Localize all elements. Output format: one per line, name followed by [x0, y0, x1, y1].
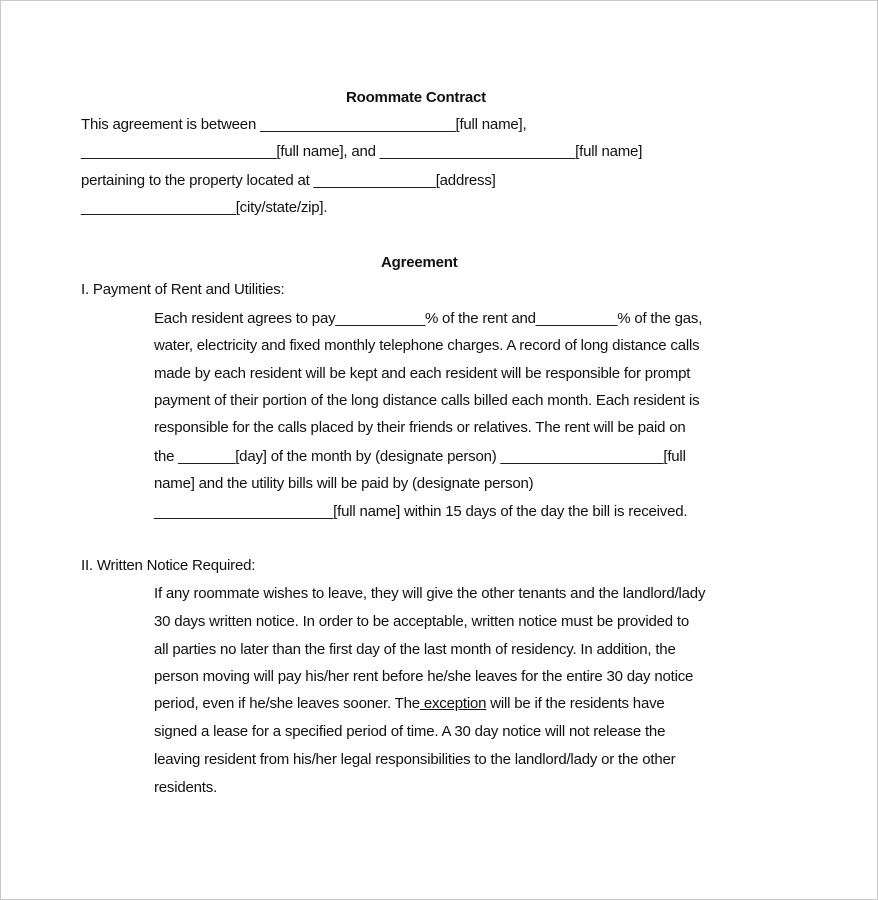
section-1-line: ______________________[full name] within 15 days of the day the bill is received.	[154, 503, 688, 520]
section-2-heading: II. Written Notice Required:	[81, 557, 256, 574]
section-2-line: If any roommate wishes to leave, they will give the other tenants and the landlord/lady	[154, 585, 706, 602]
section-1-line: water, electricity and fixed monthly telephone charges. A record of long distance calls	[154, 337, 700, 354]
section-1-line: Each resident agrees to pay___________% of the rent and__________% of the gas,	[154, 310, 703, 327]
section-2-line: leaving resident from his/her legal responsibilities to the landlord/lady or the other	[154, 751, 676, 768]
property-line: pertaining to the property located at _______________[address]	[81, 172, 496, 189]
parties-line-1: This agreement is between ________________________[full name],	[81, 116, 527, 133]
exception-underlined: exception	[419, 695, 487, 712]
city-state-zip-line: ___________________[city/state/zip].	[81, 199, 328, 216]
document-title: Roommate Contract	[346, 89, 486, 106]
section-2-line: all parties no later than the first day of the last month of residency. In addition, the	[154, 641, 676, 658]
section-2-line	[154, 695, 665, 713]
section-2-line: residents.	[154, 779, 218, 796]
section-2-line-5-before: period, even if he/she leaves sooner. The	[154, 695, 420, 712]
section-2-line-5-after: will be if the residents have	[486, 695, 665, 712]
section-1-line: made by each resident will be kept and each resident will be responsible for prompt	[154, 365, 691, 382]
section-1-heading: I. Payment of Rent and Utilities:	[81, 281, 285, 298]
agreement-heading: Agreement	[381, 254, 458, 271]
section-2-line: signed a lease for a specified period of time. A 30 day notice will not release the	[154, 723, 666, 740]
section-1-line: the _______[day] of the month by (designate person) ____________________[full	[154, 448, 686, 465]
section-1-line: payment of their portion of the long distance calls billed each month. Each resident is	[154, 392, 700, 409]
section-1-line: responsible for the calls placed by their friends or relatives. The rent will be paid on	[154, 419, 686, 436]
section-2-line: person moving will pay his/her rent before he/she leaves for the entire 30 day notice	[154, 668, 694, 685]
section-1-line: name] and the utility bills will be paid by (designate person)	[154, 475, 534, 492]
parties-line-2: ________________________[full name], and ________________________[full name]	[81, 143, 643, 160]
section-2-line: 30 days written notice. In order to be acceptable, written notice must be provided to	[154, 613, 689, 630]
